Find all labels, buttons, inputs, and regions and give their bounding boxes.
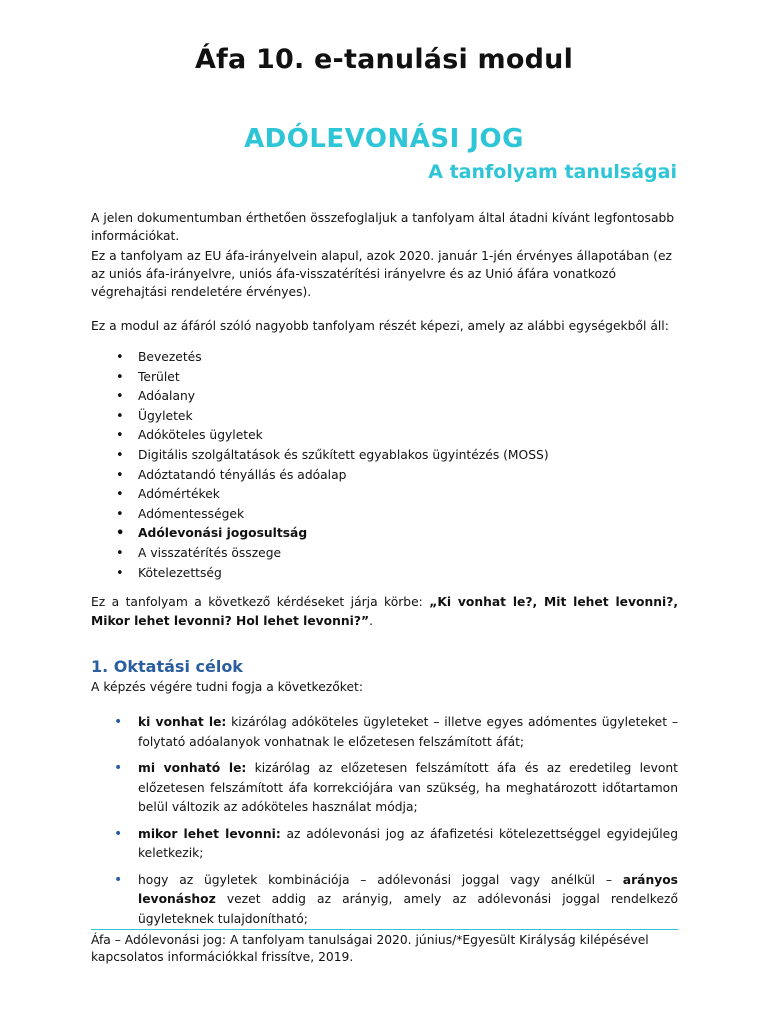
goal-term: mi vonható le: bbox=[138, 761, 247, 775]
goal-pretext: hogy az ügyletek kombinációja – adólevonási joggal vagy anélkül – bbox=[138, 872, 623, 887]
intro-paragraph-3: Ez a modul az áfáról szóló nagyobb tanfolyam részét képezi, amely az alábbi egységekből áll: bbox=[91, 319, 669, 333]
intro-paragraph-1: A jelen dokumentumban érthetően összefoglaljuk a tanfolyam által átadni kívánt legfontosabb információkat. bbox=[91, 211, 675, 243]
goal-text: vezet addig az arányig, amely az adólevonási joggal rendelkező ügyleteknek tulajdonítható; bbox=[138, 892, 678, 926]
questions-paragraph bbox=[91, 593, 678, 631]
bullet-icon: • bbox=[116, 447, 124, 463]
questions-end: . bbox=[369, 614, 373, 628]
bullet-icon: • bbox=[116, 408, 124, 424]
unit-label: Bevezetés bbox=[138, 350, 202, 364]
unit-label: Adómentességek bbox=[138, 506, 245, 521]
list-item bbox=[116, 348, 549, 368]
footer-text: Áfa – Adólevonási jog: A tanfolyam tanulságai 2020. június/*Egyesült Királyság kilépésével kapcsolatos információkkal frissítve, 2019. bbox=[91, 933, 649, 964]
questions-bold: „Ki vonhat le?, Mit lehet levonni?, Mikor lehet levonni? Hol lehet levonni?” bbox=[91, 595, 679, 628]
list-item bbox=[113, 825, 678, 864]
bullet-icon: • bbox=[116, 467, 124, 483]
list-item bbox=[116, 407, 549, 427]
bullet-icon: • bbox=[116, 487, 124, 503]
list-item bbox=[116, 368, 549, 388]
list-item bbox=[116, 564, 549, 584]
list-item bbox=[113, 713, 678, 752]
list-item bbox=[116, 505, 549, 525]
bullet-icon: • bbox=[116, 428, 124, 444]
bullet-icon: • bbox=[116, 506, 124, 522]
unit-label: Adóalany bbox=[138, 389, 196, 404]
learning-goals-list bbox=[113, 713, 678, 936]
unit-label: Adóztatandó tényállás és adóalap bbox=[138, 467, 347, 482]
bullet-icon: • bbox=[116, 389, 124, 405]
bullet-icon: • bbox=[114, 871, 123, 888]
list-item-current bbox=[116, 524, 549, 544]
list-item bbox=[116, 544, 549, 564]
list-item bbox=[116, 485, 549, 505]
unit-label: Terület bbox=[138, 369, 180, 384]
section-heading: 1. Oktatási célok bbox=[91, 657, 243, 676]
goal-term: arányos levonáshoz bbox=[138, 872, 678, 906]
bullet-icon: • bbox=[116, 565, 124, 581]
goal-text: kizárólag az előzetesen felszámított áfa és az eredetileg levont előzetesen felszámított áfa korrekciójára van szükség, ha meghatározott időtartamon belül változik az adóköteles használat módja; bbox=[138, 761, 678, 814]
unit-label: Adóköteles ügyletek bbox=[138, 428, 263, 443]
list-item bbox=[116, 387, 549, 407]
unit-label: A visszatérítés összege bbox=[138, 545, 282, 560]
goal-term: ki vonhat le: bbox=[138, 715, 227, 729]
bullet-icon: • bbox=[114, 714, 123, 730]
footer-divider bbox=[91, 929, 678, 930]
goal-term: mikor lehet levonni: bbox=[138, 826, 281, 841]
list-item bbox=[116, 466, 549, 486]
intro-paragraph-2: Ez a tanfolyam az EU áfa-irányelvein alapul, azok 2020. január 1-jén érvényes állapotában (ez az uniós áfa-irányelvre, uniós áfa-visszatérítési irányelvre és az Unió áfára vonatkozó végrehajtási rendeletére érvényes). bbox=[91, 249, 672, 299]
bullet-icon: • bbox=[116, 545, 124, 561]
bullet-icon: • bbox=[114, 825, 123, 842]
unit-label: Ügyletek bbox=[138, 408, 193, 423]
list-item bbox=[113, 871, 678, 930]
bullet-icon: • bbox=[116, 526, 125, 542]
page-title: Áfa 10. e-tanulási modul bbox=[194, 44, 574, 75]
bullet-icon: • bbox=[114, 760, 123, 776]
section-intro: A képzés végére tudni fogja a következőket: bbox=[91, 680, 363, 694]
course-units-list bbox=[116, 348, 549, 583]
unit-label: Adómértékek bbox=[138, 487, 220, 502]
list-item bbox=[116, 446, 549, 466]
unit-label: Adólevonási jogosultság bbox=[138, 526, 308, 541]
bullet-icon: • bbox=[116, 369, 124, 385]
goal-text: kizárólag adóköteles ügyleteket – illetve egyes adómentes ügyleteket – folytató adóalanyok vonhatnak le előzetesen felszámított áfát; bbox=[138, 715, 678, 749]
list-item bbox=[113, 759, 678, 818]
bullet-icon: • bbox=[116, 350, 124, 365]
unit-label: Kötelezettség bbox=[138, 565, 222, 580]
unit-label: Digitális szolgáltatások és szűkített egyablakos ügyintézés (MOSS) bbox=[138, 447, 549, 462]
subtitle: A tanfolyam tanulságai bbox=[428, 161, 677, 183]
questions-lead: Ez a tanfolyam a következő kérdéseket járja körbe: bbox=[91, 595, 430, 609]
list-item bbox=[116, 426, 549, 446]
section-title: ADÓLEVONÁSI JOG bbox=[244, 124, 524, 154]
goal-text: az adólevonási jog az áfafizetési kötelezettséggel egyidejűleg keletkezik; bbox=[138, 826, 679, 860]
